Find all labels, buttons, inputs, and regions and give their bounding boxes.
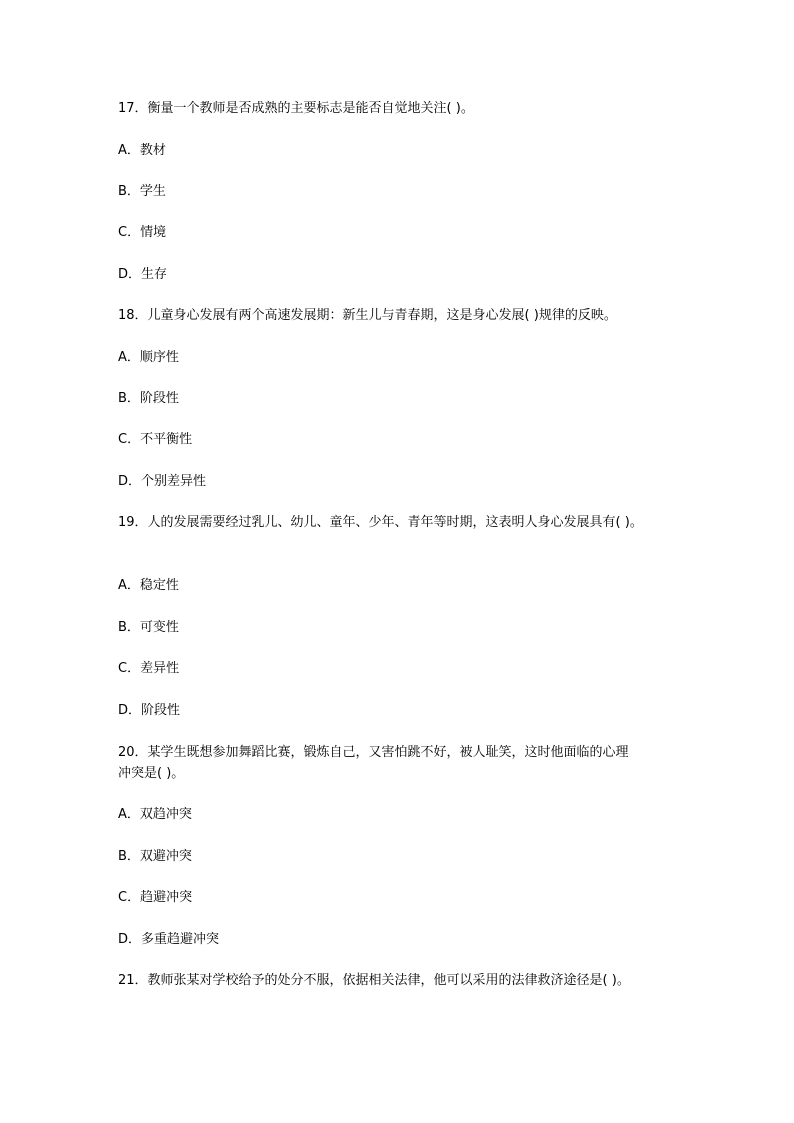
q20-option-a: A．双趋冲突 (118, 807, 192, 822)
q20-option-b: B．双避冲突 (118, 849, 192, 864)
q20-stem-line2: 冲突是( )。 (118, 766, 185, 781)
q18-option-d: D．个别差异性 (118, 474, 207, 489)
q17-option-b: B．学生 (118, 184, 166, 199)
q19-option-c: C．差异性 (118, 661, 180, 676)
q17-stem: 17．衡量一个教师是否成熟的主要标志是能否自觉地关注( )。 (118, 101, 474, 116)
q18-option-a: A．顺序性 (118, 350, 179, 365)
q20-option-d: D．多重趋避冲突 (118, 932, 220, 947)
q17-option-d: D．生存 (118, 267, 168, 282)
q19-option-a: A．稳定性 (118, 578, 179, 593)
q17-option-a: A．教材 (118, 143, 166, 158)
q18-option-c: C．不平衡性 (118, 432, 193, 447)
q19-option-b: B．可变性 (118, 620, 179, 635)
q20-option-c: C．趋避冲突 (118, 890, 193, 905)
q18-stem: 18．儿童身心发展有两个高速发展期：新生儿与青春期，这是身心发展( )规律的反映。 (118, 308, 617, 323)
q21-stem: 21．教师张某对学校给予的处分不服，依据相关法律，他可以采用的法律救济途径是( )。 (118, 973, 630, 988)
q17-option-c: C．情境 (118, 225, 167, 240)
q19-stem: 19．人的发展需要经过乳儿、幼儿、童年、少年、青年等时期，这表明人身心发展具有( )。 (118, 515, 643, 530)
q19-option-d: D．阶段性 (118, 703, 181, 718)
q18-option-b: B．阶段性 (118, 391, 179, 406)
q20-stem: 20．某学生既想参加舞蹈比赛，锻炼自己，又害怕跳不好，被人耻笑，这时他面临的心理 (118, 745, 629, 760)
